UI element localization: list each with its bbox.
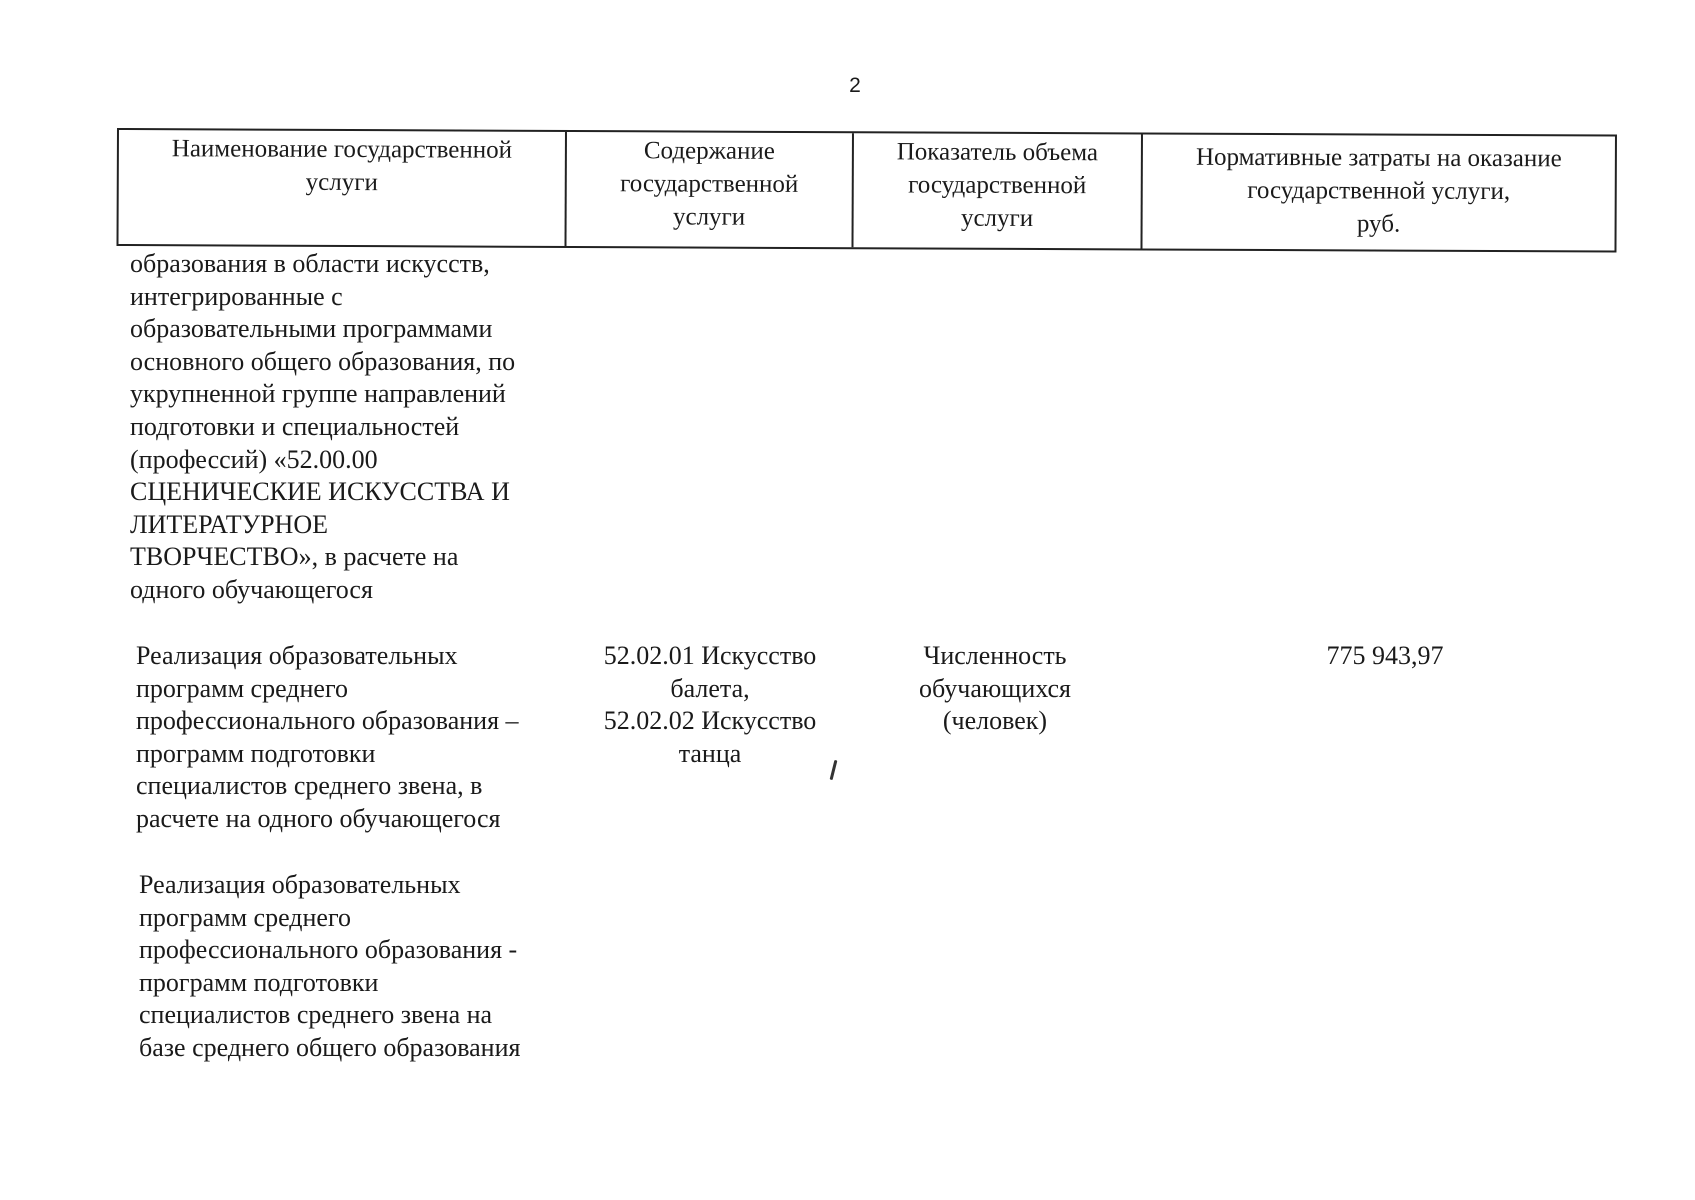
row-2-service-name: Реализация образовательных программ среднего профессионального образования – программ подготовки специалистов среднего звена, в расчете на одного обучающегося: [136, 641, 519, 833]
header-normative-costs: [1142, 134, 1614, 250]
header-service-content: [566, 132, 853, 247]
header-volume-indicator: [853, 133, 1142, 248]
row-2-normative-cost: 775 943,97: [1326, 641, 1444, 670]
header-service-content-label: Содержание государственной услуги: [620, 137, 799, 231]
header-volume-indicator-label: Показатель объема государственной услуги: [896, 138, 1099, 232]
table-header: [116, 128, 1617, 253]
header-normative-costs-label: Нормативные затраты на оказание государственной услуги, руб.: [1195, 143, 1562, 238]
page-number: 2: [849, 74, 861, 97]
row-2-service-content: 52.02.01 Искусство балета, 52.02.02 Искусство танца: [603, 641, 817, 768]
row-3-service-name: Реализация образовательных программ среднего профессионального образования - программ подготовки специалистов среднего звена на базе среднего общего образования: [139, 870, 521, 1062]
continued-service-name: образования в области искусств, интегрированные с образовательными программами основного общего образования, по укрупненной группе направлений подготовки и специальностей (профессий) «52.00.00 СЦЕНИЧЕСКИЕ ИСКУССТВА И ЛИТЕРАТУРНОЕ ТВОРЧЕСТВО», в расчете на одного обучающегося: [130, 249, 516, 604]
header-service-name-label: Наименование государственной услуги: [171, 135, 513, 197]
header-service-name: [118, 130, 566, 246]
row-2-volume-indicator: Численность обучающихся (человек): [919, 641, 1071, 736]
